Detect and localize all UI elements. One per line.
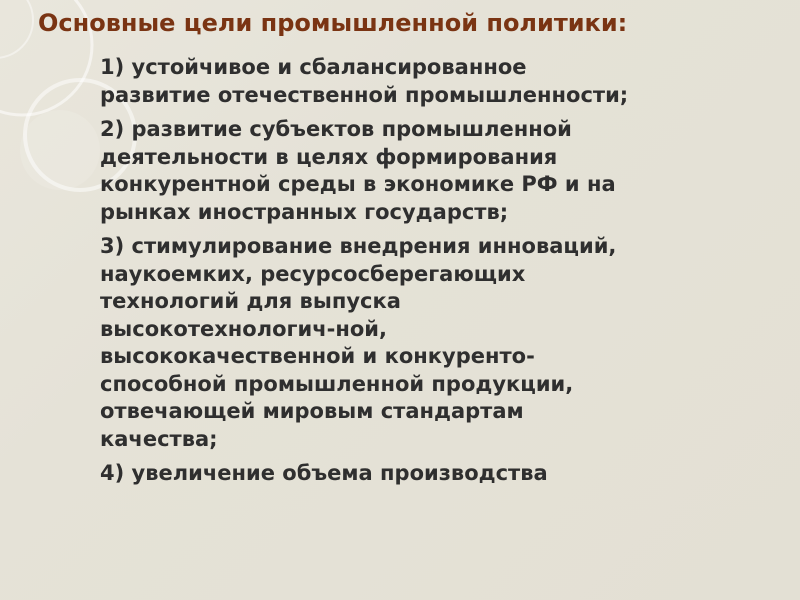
list-item-line: наукоемких, ресурсосберегающих [100,261,526,286]
list-item-line: качества; [100,426,218,451]
list-item-line: высококачественной и конкуренто- [100,344,535,368]
list-item-line: деятельности в целях формирования [100,144,558,169]
list-item-line: 3) стимулирование внедрения инноваций, [100,234,617,258]
list-item-line: развитие отечественной промышленности; [100,82,629,107]
decorative-circle-fill [20,110,100,190]
slide-body [100,54,795,488]
list-item-line: конкурентной среды в экономике РФ и на [100,172,616,196]
list-item-line: 1) устойчивое и сбалансированное [100,55,527,79]
list-item-line: 2) развитие субъектов промышленной [100,117,572,141]
decorative-circle-small [0,0,33,58]
list-item-line: высокотехнологич-ной, [100,316,387,341]
list-item-line: рынках иностранных государств; [100,199,509,224]
list-item-line: технологий для выпуска [100,289,401,313]
list-item [100,233,795,453]
list-item [100,116,795,226]
list-item-line: отвечающей мировым стандартам [100,399,524,423]
list-item-line: 4) увеличение объема производства [100,461,548,485]
list-item [100,460,795,488]
list-item-line: способной промышленной продукции, [100,371,574,396]
list-item [100,54,795,109]
slide-title: Основные цели промышленной политики: [38,9,628,37]
